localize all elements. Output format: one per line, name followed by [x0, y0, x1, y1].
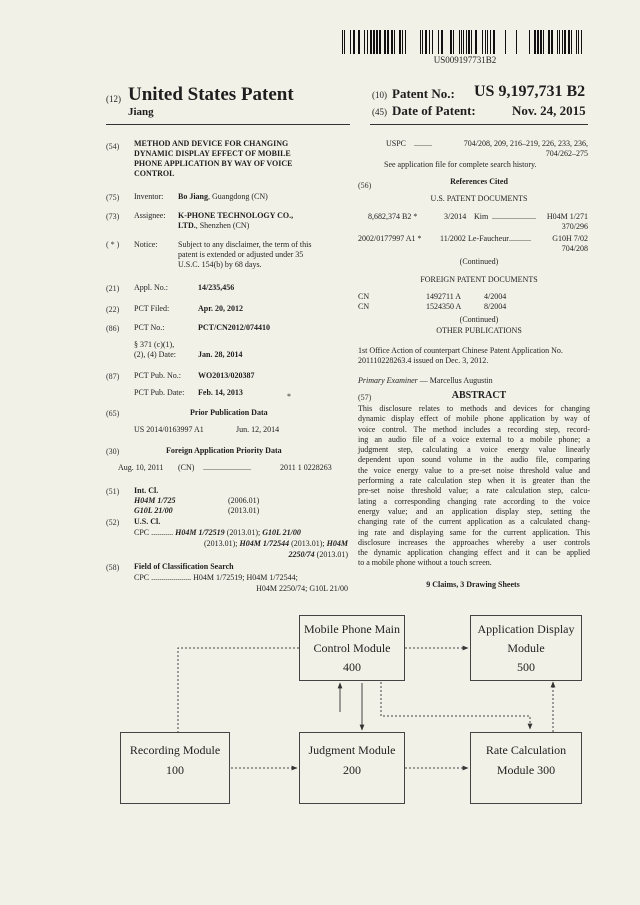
abstract-line: energy value; and an application display step, setting the [358, 506, 590, 516]
reference-country: CN [358, 292, 370, 301]
classification-search-codes: H04M 1/72519; H04M 1/72544; [193, 573, 298, 582]
invention-title-line: PHONE APPLICATION BY WAY OF VOICE [134, 159, 293, 168]
cpc-version: (2013.01); [203, 539, 240, 548]
cpc-leader-dots: .................... [151, 573, 192, 582]
field-tag-57: (57) [358, 393, 372, 402]
pct-filed: Apr. 20, 2012 [198, 304, 244, 313]
abstract-line: dependent upon sound volume in the audio file, comparing [358, 455, 590, 465]
int-cl-version: (2013.01) [228, 506, 260, 515]
reference-country: CN [358, 302, 370, 311]
assignee-name: K-PHONE TECHNOLOGY CO., [178, 211, 294, 220]
int-cl-code: H04M 1/725 [134, 496, 176, 505]
abstract-line: lating a corresponding changing rate according to the voice [358, 496, 590, 506]
box-label: Recording Module [129, 743, 221, 757]
box-label: Control Module [313, 641, 391, 655]
int-cl-heading: Int. Cl. [134, 486, 159, 495]
cpc-version: (2013.01); [289, 539, 327, 548]
box-label: 500 [517, 660, 535, 674]
reference-number: 1492711 A [426, 292, 462, 301]
field-tag-87: (87) [106, 372, 120, 381]
appl-no-label: Appl. No.: [134, 283, 168, 292]
see-application-note: See application file for complete search history. [384, 160, 537, 169]
application-display-module-box [470, 615, 582, 681]
field-tag-86: (86) [106, 324, 120, 333]
date-of-patent: Nov. 24, 2015 [512, 103, 586, 118]
abstract-line: ing an audio file of a voice external to a mobile phone; a [358, 434, 590, 444]
box-label: Judgment Module [308, 743, 396, 757]
box-label: Module 300 [496, 763, 556, 777]
notice-label: Notice: [134, 240, 158, 249]
priority-country: (CN) [178, 463, 195, 472]
inventor-short: Jiang [128, 106, 154, 118]
reference-number: 1524350 A [426, 302, 462, 311]
reference-class: H04M 1/271 [546, 212, 588, 221]
other-publication-line: 1st Office Action of counterpart Chinese Patent Application No. [358, 346, 563, 355]
patent-number: US 9,197,731 B2 [474, 83, 586, 100]
reference-class: 704/208 [561, 244, 588, 253]
cpc-label: CPC [134, 573, 150, 582]
abstract-line: voice control. The method includes a recording step, record- [358, 424, 590, 434]
recording-module-box [120, 732, 230, 804]
patent-no-label: Patent No.: [392, 86, 455, 101]
inventor-name: Bo Jiang [178, 192, 209, 201]
abstract-line: dynamic display effect of mobile phone application by way of [358, 414, 590, 424]
box-label: Mobile Phone Main [304, 622, 400, 636]
field-tag-21: (21) [106, 284, 120, 293]
inventor-location: , Guangdong (CN) [208, 192, 268, 201]
other-publications-heading: OTHER PUBLICATIONS [436, 326, 522, 335]
field-tag-22: (22) [106, 305, 120, 314]
cpc-leader-dots: ........... [151, 528, 174, 537]
abstract-line: judgment step, calculating a voice energy value linearly [358, 445, 590, 455]
field-tag-54: (54) [106, 142, 120, 151]
invention-title-line: CONTROL [134, 169, 175, 178]
pct-pub-no-label: PCT Pub. No.: [134, 371, 181, 380]
invention-title-line: DYNAMIC DISPLAY EFFECT OF MOBILE [134, 149, 291, 158]
other-publication-line: 201110228263.4 issued on Dec. 3, 2012. [358, 356, 489, 365]
field-tag-75: (75) [106, 193, 120, 202]
examiner-name: — Marcellus Augustin [417, 376, 493, 385]
classification-search-codes: H04M 2250/74; G10L 21/00 [256, 584, 348, 593]
field-tag-73: (73) [106, 212, 120, 221]
reference-class: 370/296 [561, 222, 588, 231]
priority-leader-dots: ........................ [203, 463, 251, 472]
kind-code-12: (12) [106, 94, 121, 104]
judgment-module-box [299, 732, 405, 804]
section-371-line: (2), (4) Date: [134, 350, 176, 359]
uspc-leader-dots: ......... [414, 139, 432, 148]
pct-pub-date-label: PCT Pub. Date: [134, 388, 185, 397]
section-371-line: § 371 (c)(1), [134, 340, 175, 349]
reference-name: Kim [474, 212, 489, 221]
connector-main-to-rate [381, 682, 530, 729]
rate-calculation-module-box [470, 732, 582, 804]
priority-date: Aug. 10, 2011 [118, 463, 164, 472]
cpc-version: (2013.01) [314, 550, 348, 559]
box-label: 400 [343, 660, 361, 674]
box-label: Rate Calculation [485, 743, 567, 757]
cpc-code: 2250/74 [288, 550, 315, 559]
us-cl-heading: U.S. Cl. [134, 517, 161, 526]
classification-search-heading: Field of Classification Search [134, 562, 234, 571]
reference-date: 11/2002 [440, 234, 466, 243]
pct-no-label: PCT No.: [134, 323, 165, 332]
notice-line: U.S.C. 154(b) by 68 days. [178, 260, 262, 269]
assignee-name-suffix: LTD. [178, 221, 196, 230]
abstract-line: disclosure increases the approaches whereby a user controls [358, 537, 590, 547]
reference-date: 3/2014 [444, 212, 467, 221]
field-tag-30: (30) [106, 447, 120, 456]
uspc-classes: 704/262–275 [545, 149, 588, 158]
uspc-label: USPC [386, 139, 407, 148]
pct-no: PCT/CN2012/074410 [198, 323, 270, 332]
appl-no: 14/235,456 [198, 283, 235, 292]
prior-publication-number: US 2014/0163997 A1 [134, 425, 204, 434]
reference-name: Le-Faucheur [468, 234, 509, 243]
invention-title-line: METHOD AND DEVICE FOR CHANGING [134, 139, 289, 148]
reference-number: 2002/0177997 A1 * [358, 234, 422, 243]
connector-main-to-recording [178, 648, 299, 732]
box-label: 200 [343, 763, 361, 777]
abstract-line: changing rate of the current application as a calculated chang- [358, 517, 590, 527]
pct-pub-no: WO2013/020387 [198, 371, 255, 380]
field-tag-65: (65) [106, 409, 120, 418]
int-cl-version: (2006.01) [228, 496, 260, 505]
stray-mark: * [287, 392, 291, 401]
cpc-code: G10L 21/00 [262, 528, 301, 537]
reference-leader-dots: ........... [509, 234, 531, 243]
prior-publication-date: Jun. 12, 2014 [236, 425, 280, 434]
reference-date: 4/2004 [484, 292, 507, 301]
assignee-label: Assignee: [134, 211, 166, 220]
claims-summary: 9 Claims, 3 Drawing Sheets [426, 580, 520, 589]
cpc-version: (2013.01); [224, 528, 263, 537]
field-tag-56: (56) [358, 181, 372, 190]
uspc-classes: 704/208, 209, 216–219, 226, 233, 236, [463, 139, 588, 148]
cpc-code: H04M 1/72544 [239, 539, 290, 548]
notice-line: patent is extended or adjusted under 35 [178, 250, 304, 259]
kind-code-45: (45) [372, 107, 387, 117]
prior-publication-heading: Prior Publication Data [190, 408, 268, 417]
kind-code-10: (10) [372, 90, 387, 100]
field-tag-51: (51) [106, 487, 120, 496]
abstract-line: ing rate and displaying same for the current application. This [358, 527, 590, 537]
abstract-line: performing a rate calculation step when it is greater than the [358, 476, 590, 486]
barcode-number: US009197731B2 [433, 55, 497, 65]
reference-date: 8/2004 [484, 302, 507, 311]
box-label: 100 [166, 763, 184, 777]
abstract-line: pre-set noise threshold value; a rate calculation step, calcu- [358, 486, 590, 496]
cpc-label: CPC [134, 528, 150, 537]
abstract-heading: ABSTRACT [451, 390, 507, 401]
main-control-module-box [299, 615, 405, 681]
document-title: United States Patent [128, 84, 294, 105]
section-371-date: Jan. 28, 2014 [198, 350, 243, 359]
assignee-location: , Shenzhen (CN) [195, 221, 250, 230]
reference-number: 8,682,374 B2 * [368, 212, 418, 221]
cpc-code: H04M 1/72519 [175, 528, 225, 537]
reference-leader-dots: ...................... [492, 212, 536, 221]
abstract-line: the dynamic application changing effect and it can be applied [358, 548, 590, 558]
continued-note: (Continued) [459, 257, 499, 266]
field-tag-52: (52) [106, 518, 120, 527]
notice-line: Subject to any disclaimer, the term of this [178, 240, 312, 249]
box-label: Application Display [477, 622, 575, 636]
us-patent-documents-heading: U.S. PATENT DOCUMENTS [430, 194, 528, 203]
notice-tag: ( * ) [106, 240, 120, 249]
abstract-line: the voice energy value to a pre-set noise threshold value and [358, 465, 590, 475]
pct-filed-label: PCT Filed: [134, 304, 170, 313]
date-of-patent-label: Date of Patent: [392, 103, 476, 118]
examiner-label: Primary Examiner [358, 376, 418, 385]
continued-note: (Continued) [459, 315, 499, 324]
abstract-line: This disclosure relates to methods and devices for changing [358, 404, 590, 413]
references-cited-heading: References Cited [450, 177, 508, 186]
cpc-code: H04M [326, 539, 348, 548]
priority-number: 2011 1 0228263 [280, 463, 332, 472]
box-label: Module [507, 641, 545, 655]
pct-pub-date: Feb. 14, 2013 [198, 388, 243, 397]
foreign-patent-documents-heading: FOREIGN PATENT DOCUMENTS [420, 275, 538, 284]
int-cl-code: G10L 21/00 [134, 506, 173, 515]
reference-class: G10H 7/02 [552, 234, 588, 243]
inventor-label: Inventor: [134, 192, 164, 201]
foreign-priority-heading: Foreign Application Priority Data [166, 446, 282, 455]
field-tag-58: (58) [106, 563, 120, 572]
abstract-line: to a mobile phone without a touch screen. [358, 558, 492, 568]
